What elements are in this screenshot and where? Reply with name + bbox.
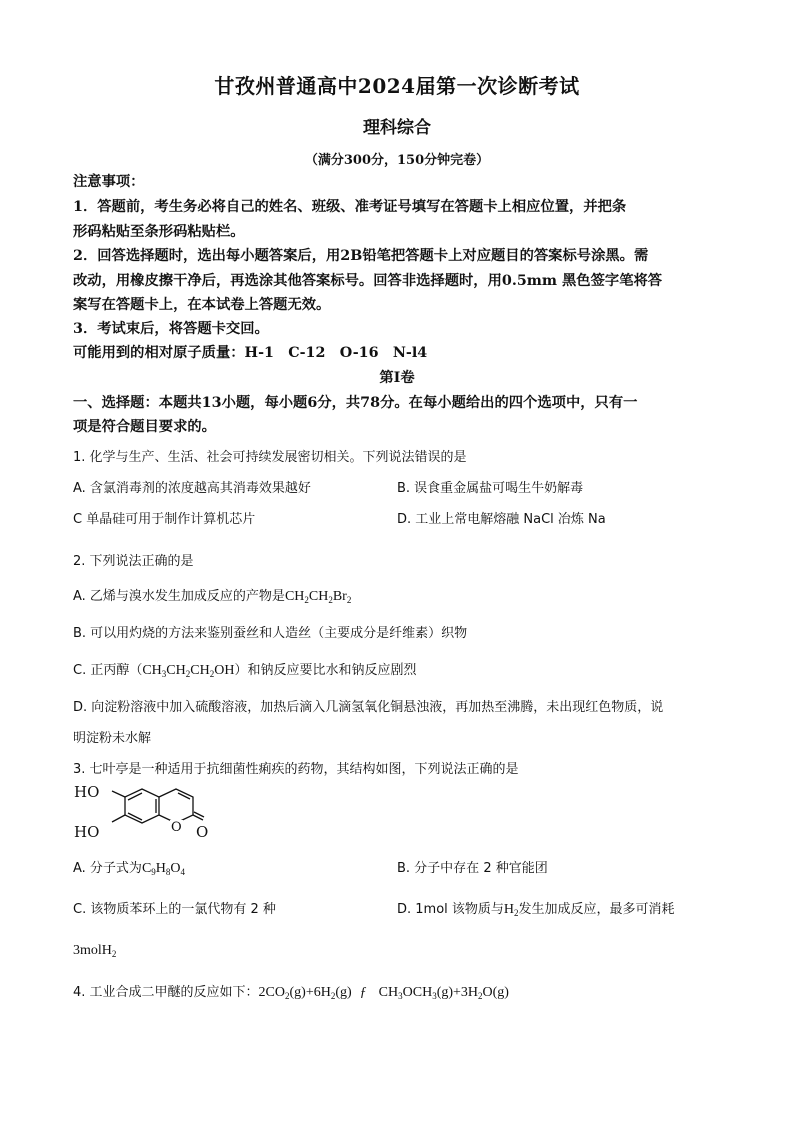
atomic-mass-line: 可能用到的相对原子质量：H-1 C-12 O-16 N-l4 (73, 345, 428, 361)
question-1-option-c: C 单晶硅可用于制作计算机芯片 (73, 512, 256, 527)
product-formula: $CH_2CH_2Br_2$ (284, 589, 352, 605)
molecular-formula: $C_9H_8O_4$ (141, 861, 186, 877)
exam-title: 甘孜州普通高中2024届第一次诊断考试 (214, 74, 580, 98)
question-3-option-a-prefix: A. 分子式为 (73, 861, 142, 876)
question-2-option-d-line-1: D. 向淀粉溶液中加入硫酸溶液，加热后滴入几滴氢氧化铜悬浊液，再加热至沸腾，未出现红色物质，说 (73, 700, 664, 715)
question-2-option-a-text: A. 乙烯与溴水发生加成反应的产物是 (73, 589, 285, 604)
structure-label-ring-o: O (171, 820, 182, 835)
section-instruction-line-2: 项是符合题目要求的。 (73, 419, 216, 435)
reversible-arrow-glyph: ƒ (359, 985, 367, 1000)
question-2-stem: 2. 下列说法正确的是 (73, 554, 194, 569)
question-2-option-d-line-2: 明淀粉未水解 (73, 731, 152, 746)
question-1-option-a: A. 含氯消毒剂的浓度越高其消毒效果越好 (73, 481, 311, 496)
question-3-stem: 3. 七叶亭是一种适用于抗细菌性痢疾的药物，其结构如图，下列说法正确的是 (73, 762, 519, 777)
question-3-option-b: B. 分子中存在 2 种官能团 (397, 861, 548, 876)
question-3-option-d-suffix: 发生加成反应，最多可消耗 (518, 902, 675, 917)
question-3-option-a (73, 860, 185, 878)
question-3-option-d-line-1 (397, 901, 675, 919)
notice-item-1-line-1: 1．答题前，考生务必将自己的姓名、班级、准考证号填写在答题卡上相应位置，并把条 (73, 199, 627, 215)
notice-heading: 注意事项： (73, 174, 145, 190)
notice-item-1-line-2: 形码粘贴至条形码粘贴栏。 (73, 224, 245, 240)
hydrogen-formula: $H_2$ (503, 902, 519, 918)
structure-label-ho-top: HO (74, 783, 100, 801)
reaction-equation: $2CO_2(g)+6H_2(g)$ ƒ $CH_3OCH_3(g)+3H_2O(g)$ (258, 985, 509, 1001)
notice-item-3: 3．考试束后，将答题卡交回。 (73, 321, 269, 337)
section-instruction-line-1: 一、选择题：本题共13小题，每小题6分，共78分。在每小题给出的四个选项中，只有一 (73, 395, 638, 411)
question-1-option-b: B. 误食重金属盐可喝生牛奶解毒 (397, 481, 584, 496)
question-3-option-d-line-2 (73, 942, 116, 960)
propanol-formula: $CH_3CH_2CH_2OH$ (142, 663, 235, 679)
structure-label-ho-bottom: HO (74, 823, 100, 841)
question-1-stem: 1. 化学与生产、生活、社会可持续发展密切相关。下列说法错误的是 (73, 450, 467, 465)
exam-subject: 理科综合 (363, 118, 431, 138)
question-4-stem (73, 984, 509, 1002)
notice-item-2-line-1: 2．回答选择题时，选出每小题答案后，用2B铅笔把答题卡上对应题目的答案标号涂黑。需 (73, 248, 649, 264)
notice-item-2-line-3: 案写在答题卡上，在本试卷上答题无效。 (73, 297, 331, 313)
notice-item-2-line-2: 改动，用橡皮擦干净后，再选涂其他答案标号。回答非选择题时，用0.5mm 黑色签字笔将答 (73, 273, 663, 289)
question-3-option-d-amount: 3mol (73, 943, 102, 958)
question-1-option-d: D. 工业上常电解熔融 NaCl 冶炼 Na (397, 512, 606, 527)
question-3-option-d-prefix: D. 1mol 该物质与 (397, 902, 504, 917)
question-2-option-a (73, 588, 351, 606)
question-2-option-b: B. 可以用灼烧的方法来鉴别蚕丝和人造丝（主要成分是纤维素）织物 (73, 626, 468, 641)
score-time-note: （满分300分，150分钟完卷） (304, 153, 490, 168)
question-2-option-c-suffix: ）和钠反应要比水和钠反应剧烈 (234, 663, 417, 678)
question-4-stem-text: 4. 工业合成二甲醚的反应如下： (73, 985, 259, 1000)
question-2-option-c-prefix: C. 正丙醇（ (73, 663, 143, 678)
volume-heading: 第Ⅰ卷 (379, 370, 415, 386)
hydrogen-formula-2: $H_2$ (101, 943, 117, 959)
structure-label-carbonyl-o: O (196, 823, 209, 841)
question-2-option-c (73, 662, 416, 680)
question-3-option-c: C. 该物质苯环上的一氯代物有 2 种 (73, 902, 276, 917)
